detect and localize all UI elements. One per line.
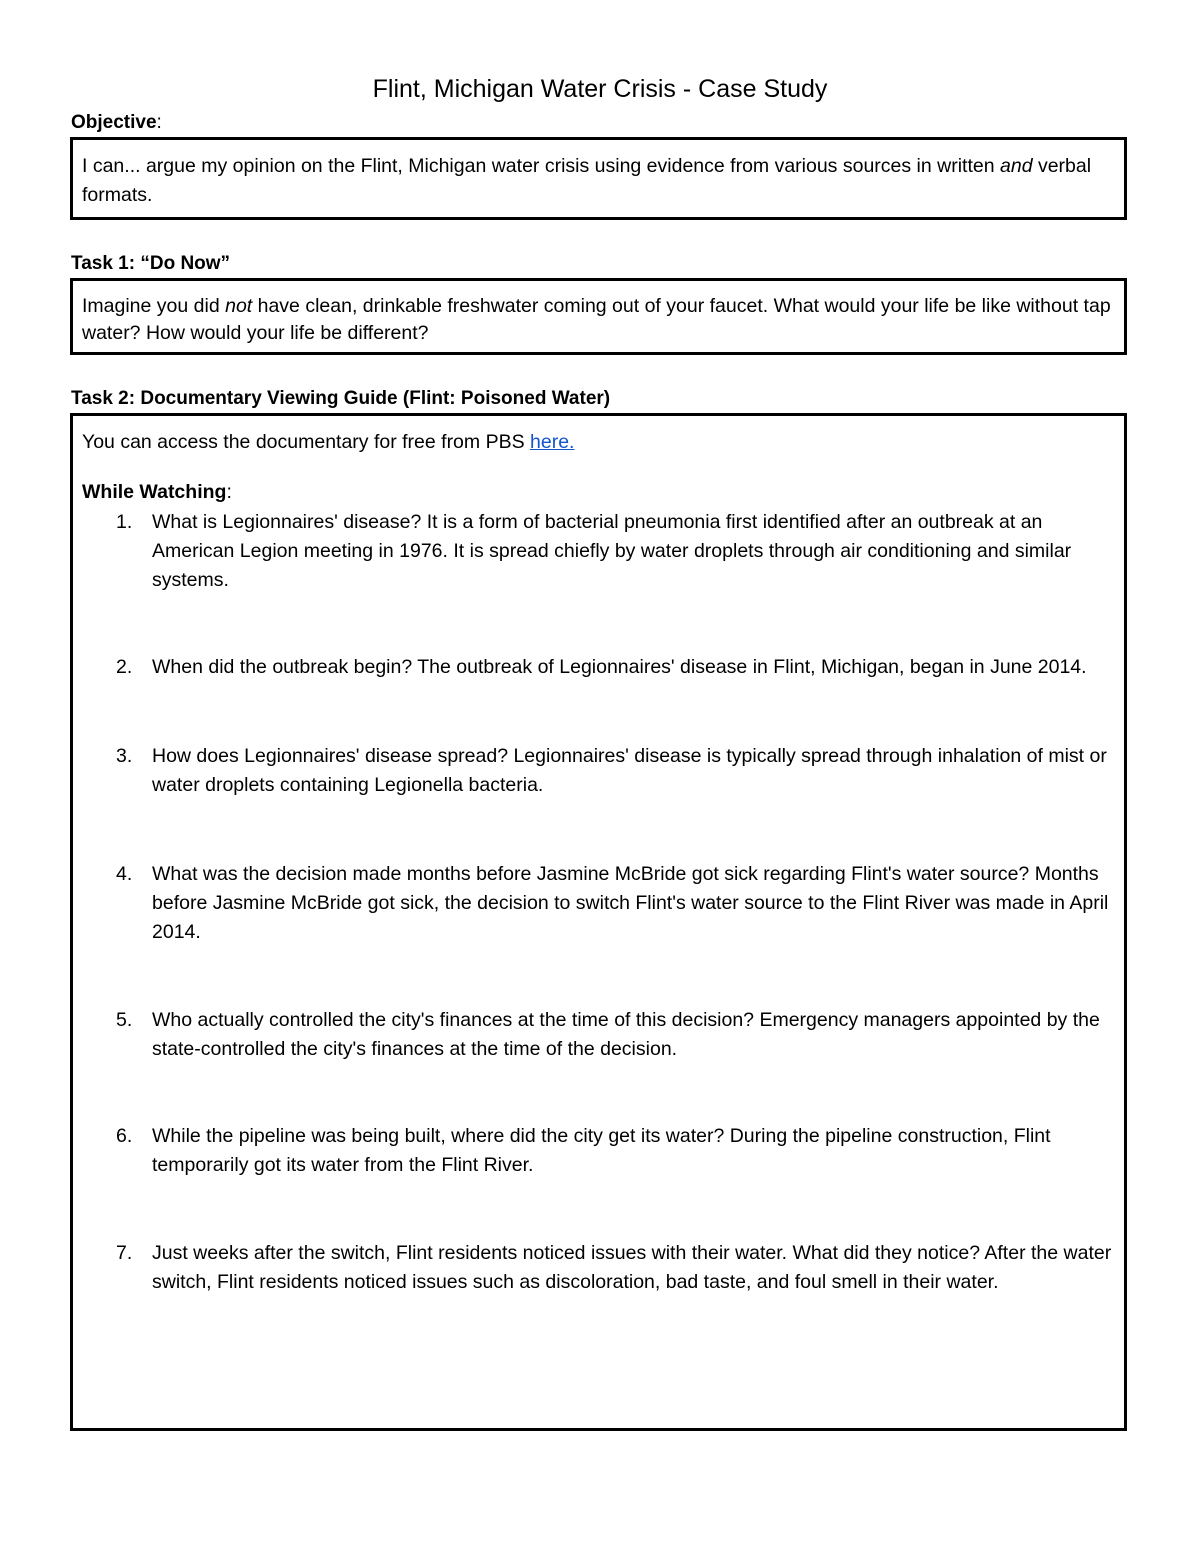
question-text: How does Legionnaires' disease spread? Legionnaires' disease is typically spread through inhalation of mist or water droplets containing Legionella bacteria. <box>152 745 1107 796</box>
while-watching-label: While Watching <box>82 481 227 503</box>
question-text: What is Legionnaires' disease? It is a form of bacterial pneumonia first identified after an outbreak at an American Legion meeting in 1976. It is spread chiefly by water droplets through air conditioning and similar systems. <box>152 511 1072 591</box>
question-text: Just weeks after the switch, Flint residents noticed issues with their water. What did they notice? After the water switch, Flint residents noticed issues such as discoloration, bad taste, and foul smell in their water. <box>152 1242 1112 1293</box>
question-number: 6. <box>116 1125 133 1147</box>
objective-text-italic: and <box>1000 155 1033 177</box>
question-number: 4. <box>116 863 133 885</box>
objective-box <box>70 137 1127 220</box>
task1-box <box>70 278 1127 355</box>
question-text: When did the outbreak begin? The outbreak of Legionnaires' disease in Flint, Michigan, began in June 2014. <box>152 656 1087 678</box>
access-text: You can access the documentary for free from PBS <box>82 431 531 453</box>
question-text: While the pipeline was being built, where did the city get its water? During the pipeline construction, Flint temporarily got its water from the Flint River. <box>152 1125 1051 1176</box>
question-number: 2. <box>116 656 133 678</box>
objective-label-row <box>71 110 162 136</box>
task2-label-row <box>71 386 610 412</box>
task2-box <box>70 413 1127 1431</box>
question-number: 7. <box>116 1242 133 1264</box>
list-item <box>82 1122 1116 1180</box>
task1-text-suffix: have clean, drinkable freshwater coming out of your faucet. What would your life be like without tap water? How would your life be different? <box>82 295 1111 344</box>
task1-label-row <box>71 251 230 277</box>
page-title: Flint, Michigan Water Crisis - Case Study <box>372 75 828 103</box>
objective-text-prefix: I can... argue my opinion on the Flint, Michigan water crisis using evidence from various sources in written <box>82 155 1000 177</box>
list-item <box>82 742 1116 800</box>
question-number: 1. <box>116 511 133 533</box>
list-item <box>82 1239 1116 1297</box>
question-text: What was the decision made months before Jasmine McBride got sick regarding Flint's water source? Months before Jasmine McBride got sick, the decision to switch Flint's water source to the Flint River was made in April 2014. <box>152 863 1109 943</box>
access-line <box>82 428 1116 457</box>
list-item <box>82 653 1116 682</box>
list-item <box>82 860 1116 947</box>
question-number: 3. <box>116 745 133 767</box>
while-watching-colon: : <box>226 481 232 503</box>
question-number: 5. <box>116 1009 133 1031</box>
task1-text-prefix: Imagine you did <box>82 295 226 317</box>
while-watching-heading <box>82 478 1116 507</box>
objective-colon: : <box>156 112 162 133</box>
task1-text-italic: not <box>225 295 253 317</box>
pbs-documentary-link[interactable]: here. <box>530 431 575 453</box>
list-item <box>82 1006 1116 1064</box>
task1-label: Task 1: “Do Now” <box>71 253 231 274</box>
question-text: Who actually controlled the city's finances at the time of this decision? Emergency managers appointed by the state-controlled the city's finances at the time of the decision. <box>152 1009 1100 1060</box>
task2-label: Task 2: Documentary Viewing Guide (Flint: Poisoned Water) <box>71 388 611 409</box>
question-list <box>82 508 1116 1297</box>
objective-text-suffix: verbal formats. <box>82 155 1092 206</box>
objective-label: Objective <box>71 112 157 133</box>
list-item <box>82 508 1116 595</box>
